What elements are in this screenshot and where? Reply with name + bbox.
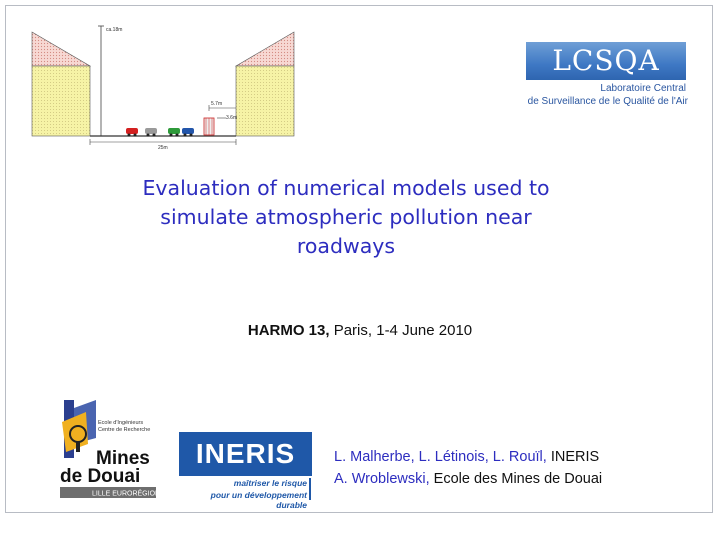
mines-line-1: Ecole d'Ingénieurs bbox=[98, 420, 144, 426]
mines-line-2: Centre de Recherche bbox=[98, 427, 151, 433]
height-label: ca.18m bbox=[106, 27, 123, 33]
right-roof bbox=[236, 32, 294, 66]
authors bbox=[334, 446, 704, 490]
author-org-2: Ecole des Mines de Douai bbox=[429, 471, 603, 487]
mines-region: LILLE EURORÉGION bbox=[92, 490, 160, 498]
dim-label-1: 5.7m bbox=[211, 101, 223, 107]
mines-word-1: Mines bbox=[96, 448, 150, 469]
left-roof bbox=[32, 32, 90, 66]
mines-de-douai-logo bbox=[56, 398, 160, 500]
car-blue bbox=[182, 128, 194, 137]
title-line-3: roadways bbox=[296, 234, 396, 258]
street-canyon-diagram bbox=[28, 18, 298, 153]
author-line-2 bbox=[334, 468, 704, 490]
ineris-logo bbox=[179, 432, 312, 510]
car-green bbox=[168, 128, 180, 137]
slide-title bbox=[86, 174, 606, 261]
conference-details: Paris, 1-4 June 2010 bbox=[329, 322, 473, 339]
mines-word-2: de Douai bbox=[60, 466, 141, 487]
ineris-divider bbox=[309, 478, 311, 500]
author-names-1: L. Malherbe, L. Létinois, L. Rouïl, bbox=[334, 449, 547, 465]
lcsqa-logo bbox=[526, 42, 688, 110]
conference-line bbox=[150, 322, 570, 339]
author-org-1: INERIS bbox=[546, 449, 600, 465]
lcsqa-subtitle-1: Laboratoire Central bbox=[600, 83, 686, 94]
ineris-tagline-1: maîtriser le risque bbox=[233, 478, 307, 488]
width-label: 25m bbox=[158, 145, 168, 151]
car-grey bbox=[145, 128, 157, 137]
ineris-wordmark: INERIS bbox=[195, 438, 296, 469]
lcsqa-subtitle-2: de Surveillance de le Qualité de l'Air bbox=[527, 96, 688, 107]
lcsqa-wordmark: LCSQA bbox=[552, 44, 660, 77]
title-line-2: simulate atmospheric pollution near bbox=[160, 205, 532, 229]
title-line-1: Evaluation of numerical models used to bbox=[142, 176, 550, 200]
car-red-1 bbox=[126, 128, 138, 137]
right-building bbox=[236, 66, 294, 136]
ineris-tagline-2: pour un développement durable bbox=[210, 490, 307, 510]
dim-label-2: 3.6m bbox=[226, 115, 238, 121]
author-line-1 bbox=[334, 446, 704, 468]
left-building bbox=[32, 66, 90, 136]
conference-name: HARMO 13, bbox=[247, 322, 330, 339]
author-names-2: A. Wroblewski, bbox=[334, 471, 430, 487]
